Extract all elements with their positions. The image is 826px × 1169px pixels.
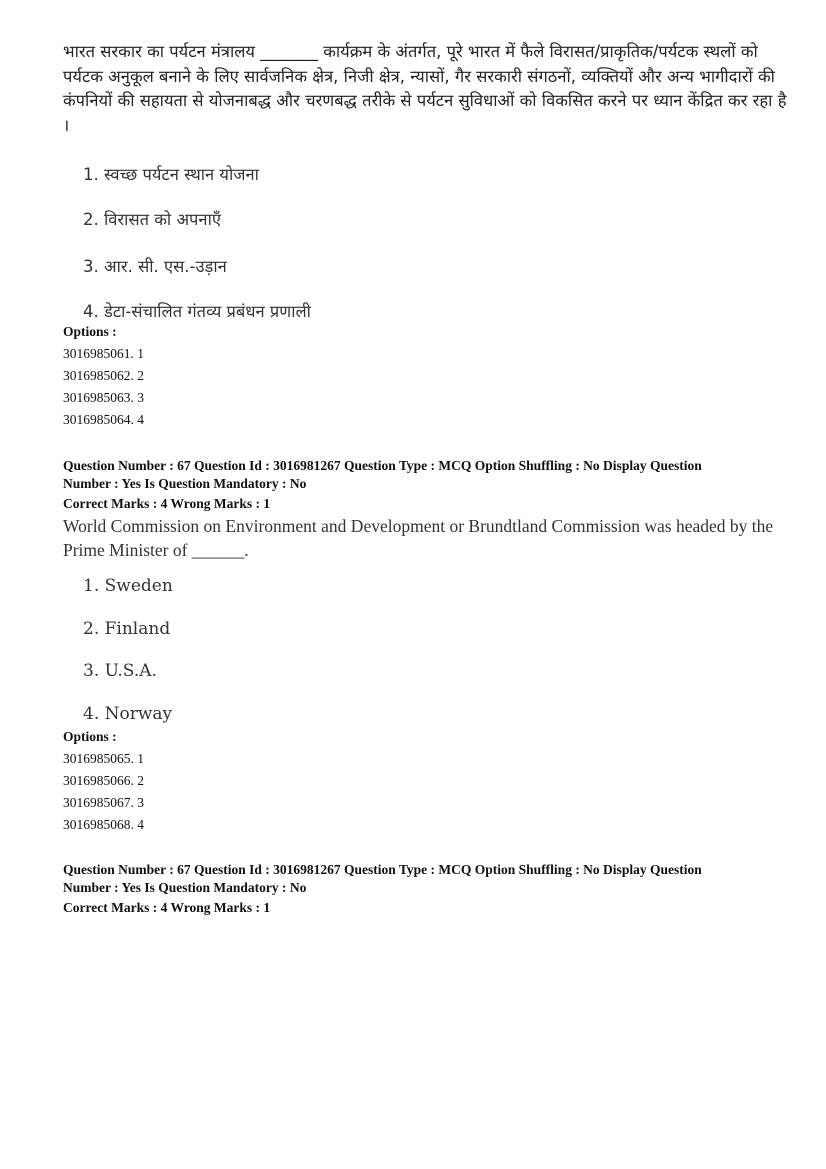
question-meta-line-2: Number : Yes Is Question Mandatory : No [63,476,307,491]
option-id-1: 3016985061. 1 [63,346,144,361]
choice-4: 4. Norway [83,704,173,724]
option-id-2: 3016985066. 2 [63,773,144,788]
choice-1: 1. स्वच्छ पर्यटन स्थान योजना [83,165,259,184]
choice-2: 2. विरासत को अपनाएँ [83,210,221,229]
option-id-3: 3016985063. 3 [63,390,144,405]
question-text: World Commission on Environment and Development or Brundtland Commission was headed by the Prime Minister of ______. [63,516,774,560]
choice-3: 3. U.S.A. [83,661,157,681]
options-label: Options : [63,729,117,744]
choice-1: 1. Sweden [83,576,173,596]
option-id-1: 3016985065. 1 [63,751,144,766]
question-marks: Correct Marks : 4 Wrong Marks : 1 [63,496,271,511]
option-id-2: 3016985062. 2 [63,368,144,383]
question-meta-line-1: Question Number : 67 Question Id : 3016981267 Question Type : MCQ Option Shuffling : No Display Question [63,458,702,473]
question-text-hindi: भारत सरकार का पर्यटन मंत्रालय _______ कार्यक्रम के अंतर्गत, पूरे भारत में फैले विरासत/प्राकृतिक/पर्यटक स्थलों को पर्यटक अनुकूल बनाने के लिए सार्वजनिक क्षेत्र, निजी क्षेत्र, न्यासों, गैर सरकारी संगठनों, व्यक्तियों और अन्य भागीदारों की कंपनियों की सहायता से योजनाबद्ध और चरणबद्ध तरीके से पर्यटन सुविधाओं को विकसित करने पर ध्यान केंद्रित कर रहा है । [63,42,787,135]
question-meta-line-2: Number : Yes Is Question Mandatory : No [63,880,307,895]
question-meta-line-1: Question Number : 67 Question Id : 3016981267 Question Type : MCQ Option Shuffling : No Display Question [63,862,702,877]
options-label: Options : [63,324,117,339]
question-marks: Correct Marks : 4 Wrong Marks : 1 [63,900,271,915]
option-id-4: 3016985064. 4 [63,412,144,427]
option-id-3: 3016985067. 3 [63,795,144,810]
choice-4: 4. डेटा-संचालित गंतव्य प्रबंधन प्रणाली [83,302,311,321]
choice-3: 3. आर. सी. एस.-उड़ान [83,257,227,276]
option-id-4: 3016985068. 4 [63,817,144,832]
choice-2: 2. Finland [83,619,171,639]
